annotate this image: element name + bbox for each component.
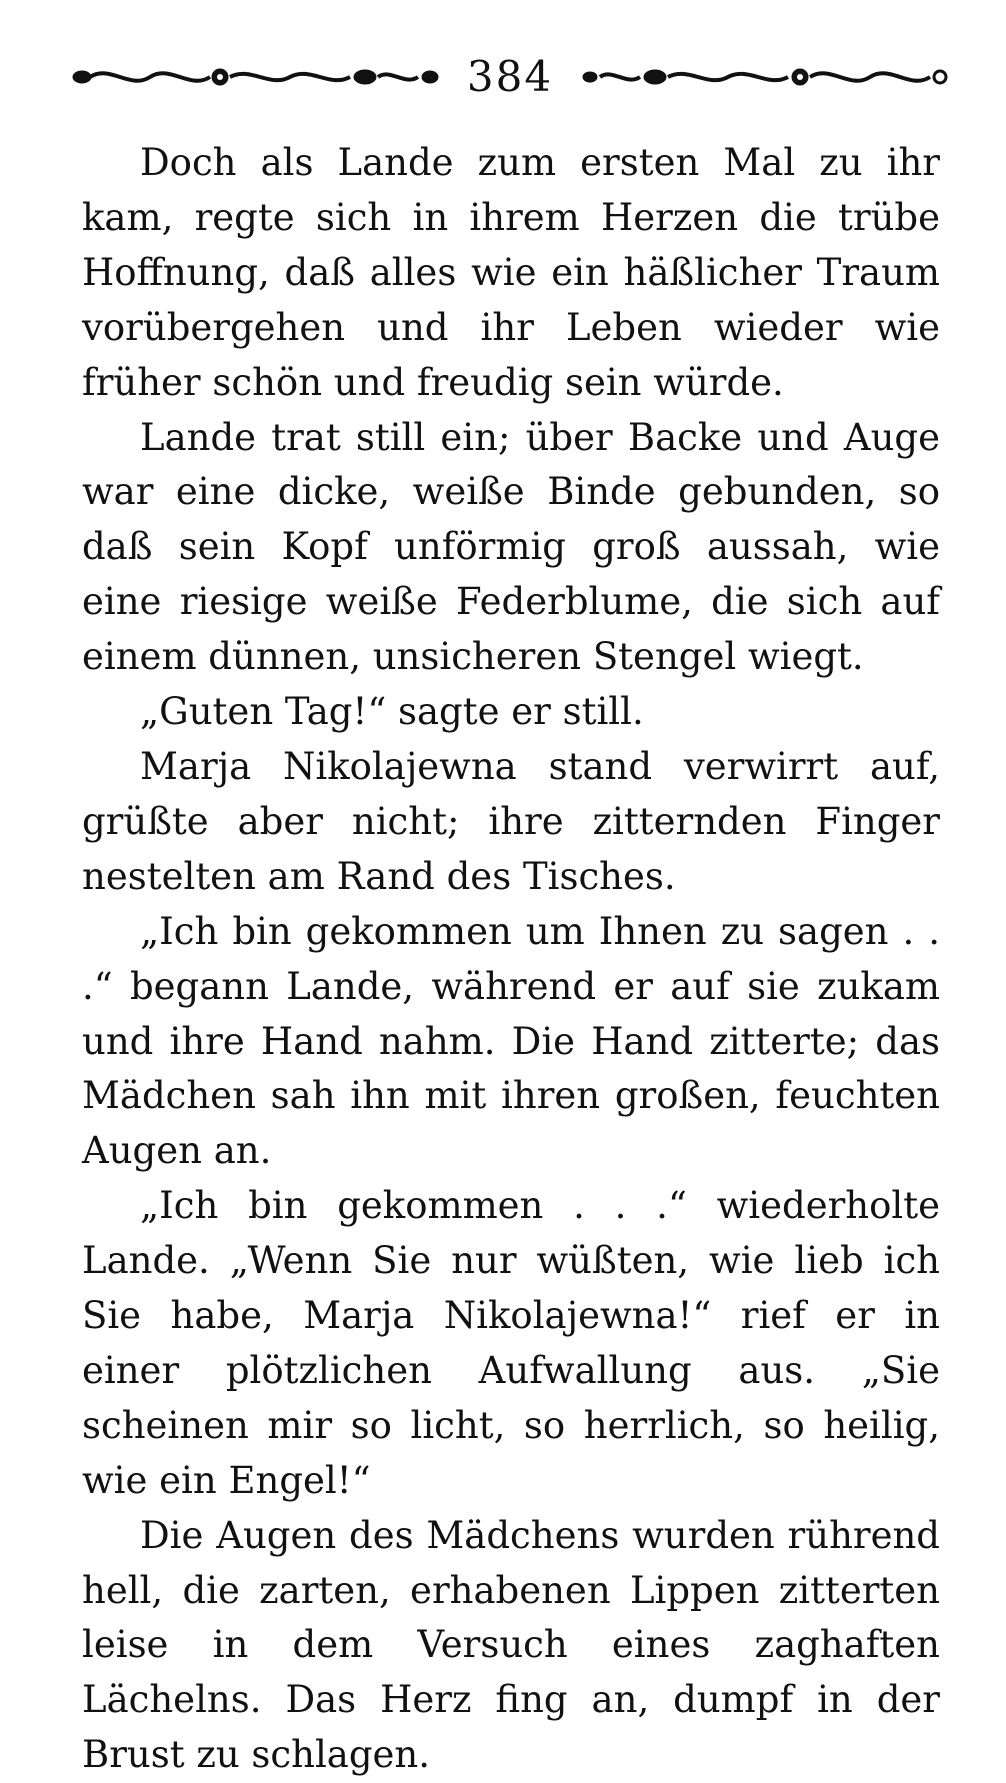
paragraph-4: Marja Nikolajewna stand verwirrt auf, grüßte aber nicht; ihre zitternden Finger nestelten am Rand des Tisches. (82, 744, 940, 898)
paragraph-1: Doch als Lande zum ersten Mal zu ihr kam, regte sich in ihrem Herzen die trübe Hoffnung, daß alles wie ein häßlicher Traum vorübergehen und ihr Leben wieder wie früher schön und freudig sein würde. (82, 141, 940, 404)
ornament-right-icon (580, 62, 950, 92)
page-number: 384 (466, 52, 554, 101)
paragraph-6: „Ich bin gekommen . . .“ wiederholte Lande. „Wenn Sie nur wüßten, wie lieb ich Sie habe, Marja Nikolajewna!“ rief er in einer plötzlichen Aufwallung aus. „Sie scheinen mir so licht, so herrlich, so heilig, wie ein Engel!“ (82, 1184, 940, 1502)
body-text (82, 136, 940, 1783)
paragraph-3: „Guten Tag!“ sagte er still. (140, 690, 644, 734)
paragraph-7: Die Augen des Mädchens wurden rührend hell, die zarten, erhabenen Lippen zitterten leise in dem Versuch eines zaghaften Lächelns. Das Herz fing an, dumpf in der Brust zu schlagen. (82, 1513, 940, 1777)
ornament-left-icon (70, 62, 440, 92)
page-header (70, 52, 950, 102)
paragraph-2: Lande trat still ein; über Backe und Auge war eine dicke, weiße Binde gebunden, so daß sein Kopf unförmig groß aussah, wie eine riesige weiße Federblume, die sich auf einem dünnen, unsicheren Stengel wiegt. (82, 415, 940, 679)
paragraph-5: „Ich bin gekommen um Ihnen zu sagen . . .“ begann Lande, während er auf sie zukam und ihre Hand nahm. Die Hand zitterte; das Mädchen sah ihn mit ihren großen, feuchten Augen an. (82, 909, 940, 1173)
